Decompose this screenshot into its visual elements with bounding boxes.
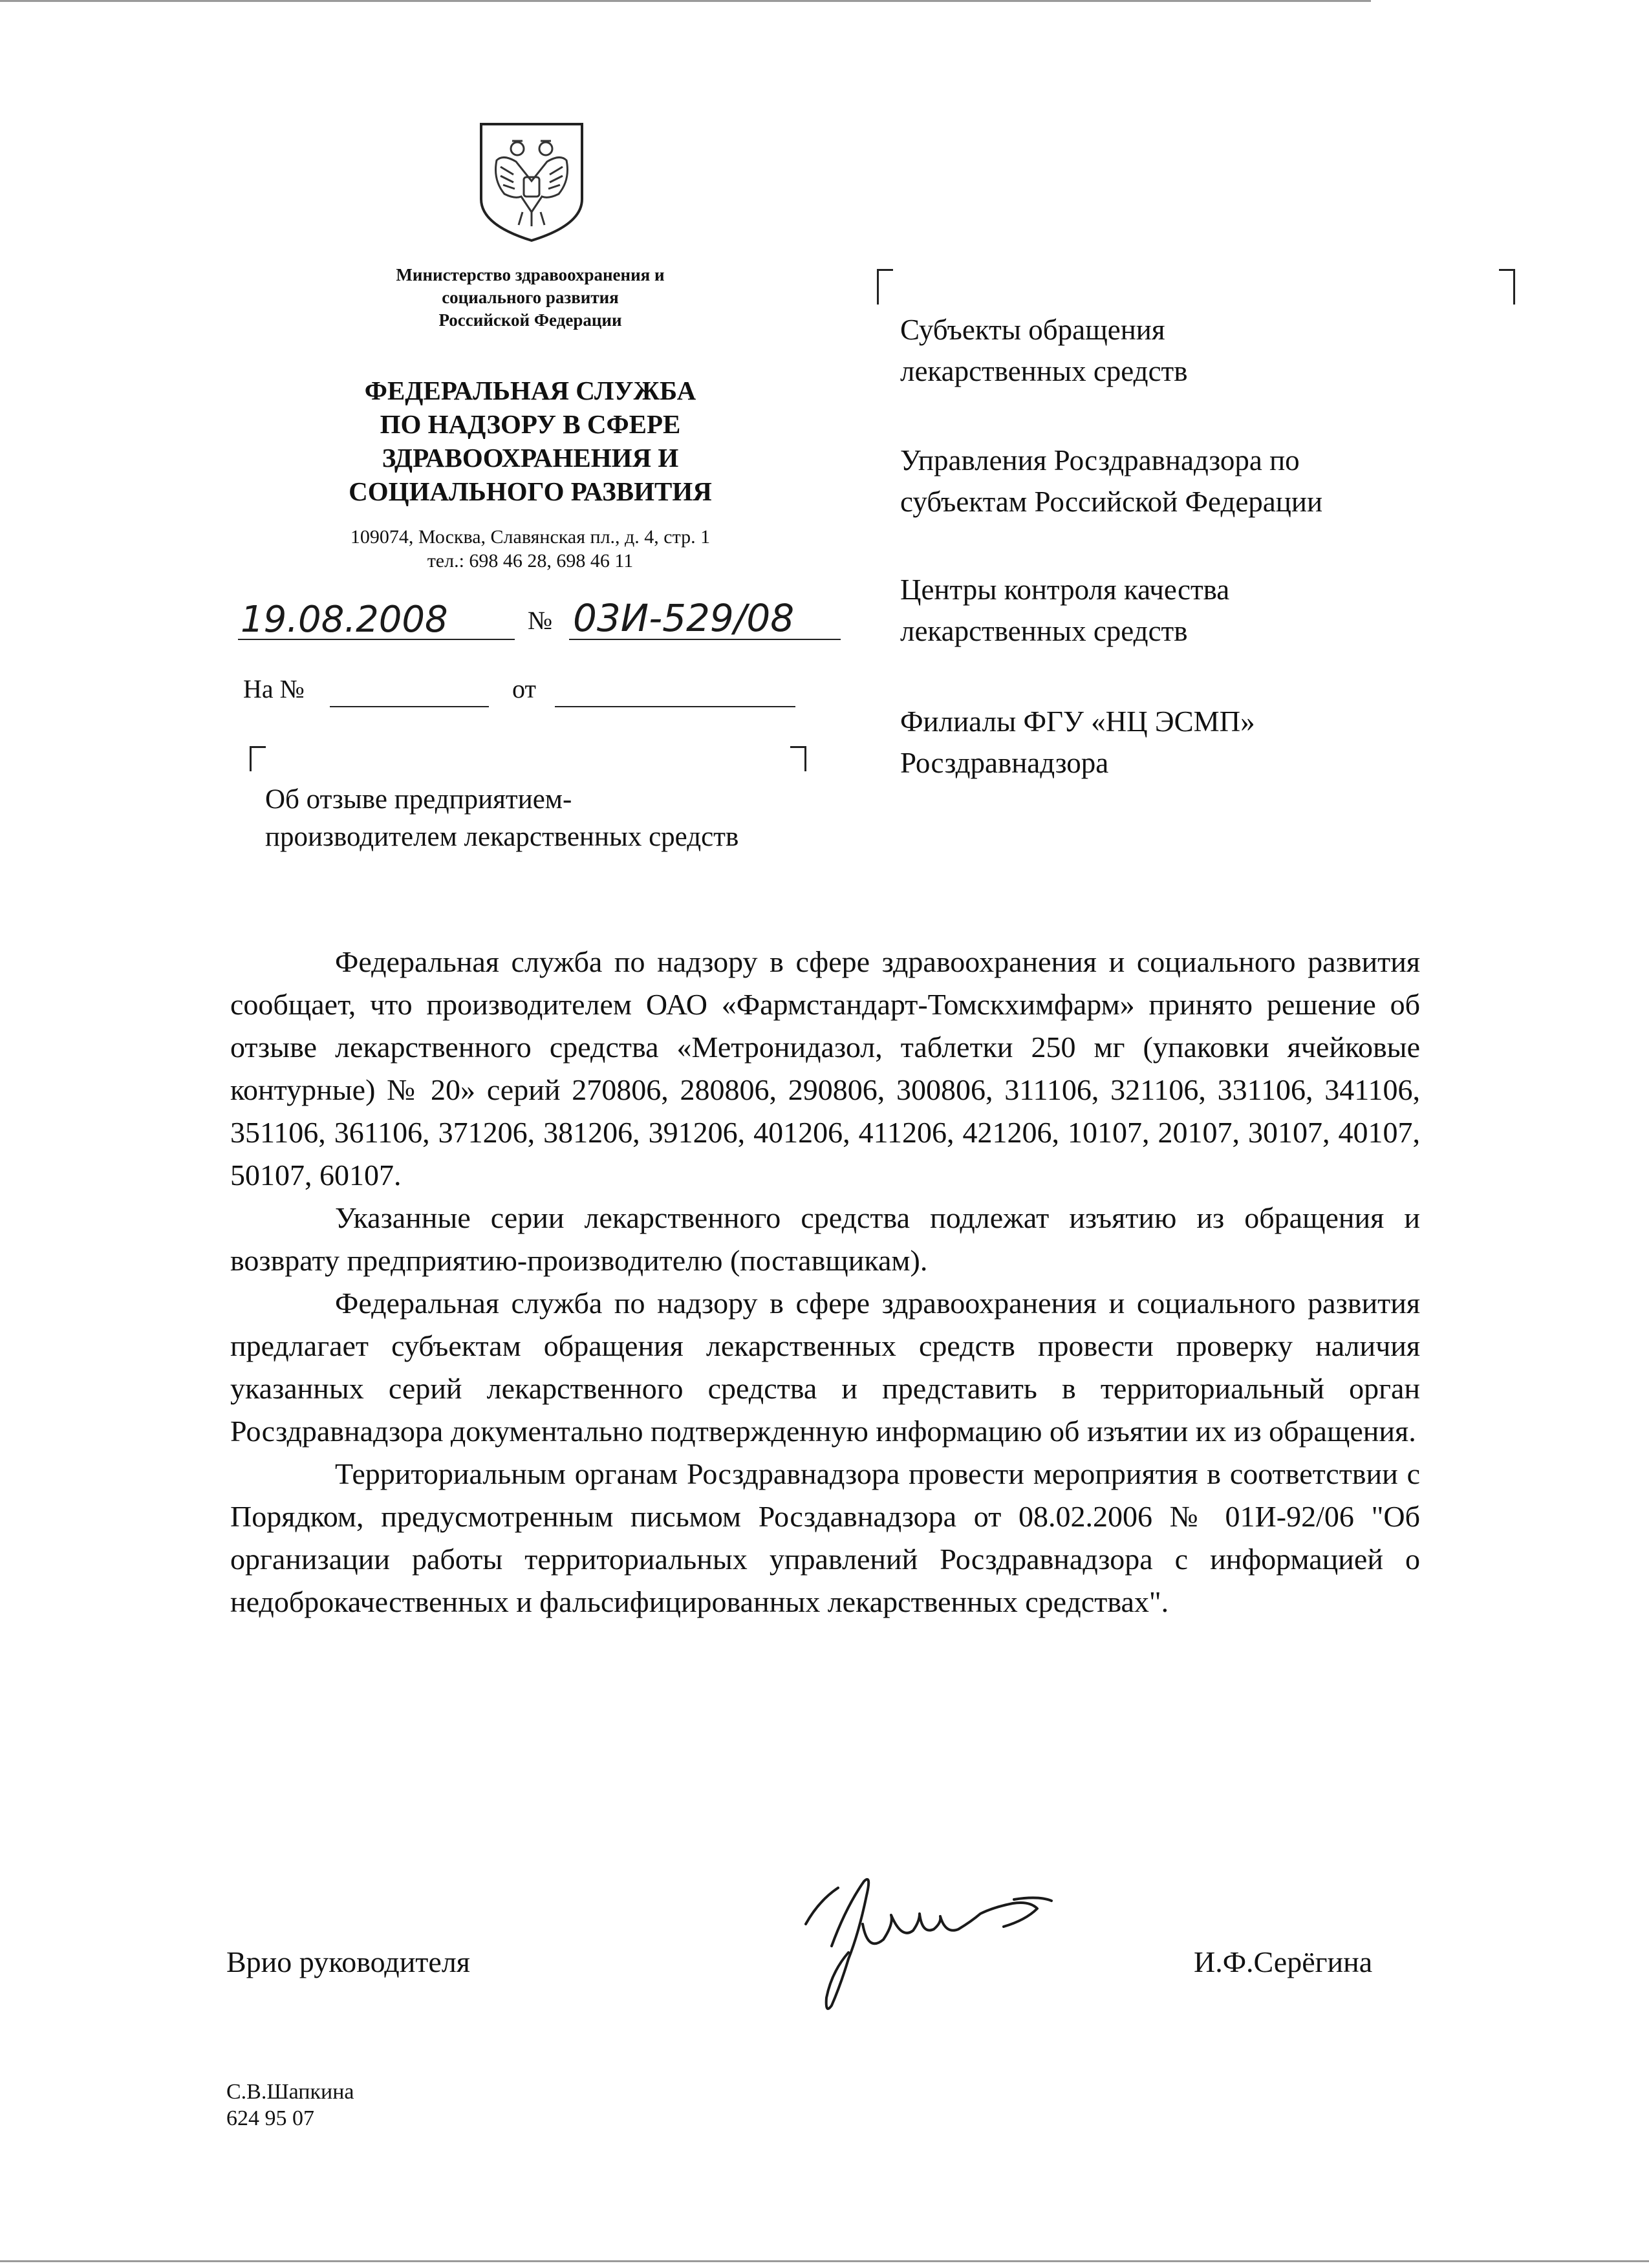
ministry-line: Российской Федерации [438,310,622,330]
recipient-line: Филиалы ФГУ «НЦ ЭСМП» [900,705,1255,738]
recipient-block [900,440,1547,522]
service-line: СОЦИАЛЬНОГО РАЗВИТИЯ [349,476,712,506]
scan-top-border [0,0,1371,2]
number-label: № [528,606,553,635]
sender-phone: тел.: 698 46 28, 698 46 11 [427,550,634,572]
letter-subject [265,781,738,856]
subject-corner-right [790,746,806,771]
document-number: 03И-529/08 [573,596,795,640]
service-line: ФЕДЕРАЛЬНАЯ СЛУЖБА [364,376,696,405]
ministry-line: социального развития [442,288,619,307]
letter-body [230,941,1420,1623]
sender-address: 109074, Москва, Славянская пл., д. 4, стр. 1 [350,526,711,548]
reply-label: На № [243,674,305,703]
reply-date-line [555,706,795,707]
executor-block [226,2079,354,2132]
coat-of-arms-icon [477,122,586,243]
scan-bottom-border [0,2260,1649,2262]
recipient-block [900,309,1547,392]
recipient-corner-right [1499,269,1515,305]
recipient-block [900,569,1547,652]
service-line: ПО НАДЗОРУ В СФЕРЕ [380,409,681,439]
recipient-block [900,701,1547,784]
body-paragraph: Федеральная служба по надзору в сфере здравоохранения и социального развития сообщает, что производителем ОАО «Фармстандарт-Томскхимфарм» принято решение об отзыве лекарственного средства «Метронидазол, таблетки 250 мг (упаковки ячейковые контурные) № 20» серий 270806, 280806, 290806, 300806, 311106, 321106, 331106, 341106, 351106, 361106, 371206, 381206, 391206, 401206, 411206, 421206, 10107, 20107, 30107, 40107, 50107, 60107. [230,945,1420,1192]
from-label: от [512,674,536,703]
body-paragraph: Территориальным органам Росздравнадзора провести мероприятия в соответствии с Порядком, предусмотренным письмом Росздавнадзора от 08.02.2006 № 01И-92/06 "Об организации работы территориальных управлений Росздравнадзора с информацией о недоброкачественных и фальсифицированных лекарственных средствах". [230,1457,1420,1618]
signatory-position: Врио руководителя [226,1945,470,1978]
reply-number-line [330,706,489,707]
subject-corner-left [250,746,266,771]
recipient-line: лекарственных средств [900,355,1188,387]
body-paragraph: Федеральная служба по надзору в сфере здравоохранения и социального развития предлагает субъектам обращения лекарственных средств провести проверку наличия указанных серий лекарственного средства и представить в территориальный орган Росздравнадзора документально подтвержденную информацию об изъятии их из обращения. [230,1287,1420,1448]
recipient-line: лекарственных средств [900,615,1188,647]
service-line: ЗДРАВООХРАНЕНИЯ И [382,443,679,473]
recipient-line: Центры контроля качества [900,573,1230,606]
subject-line: производителем лекарственных средств [265,822,739,852]
subject-line: Об отзыве предприятием- [265,784,572,815]
recipient-line: Управления Росздравнадзора по [900,444,1300,476]
executor-phone: 624 95 07 [226,2106,314,2130]
recipient-line: Росздравнадзора [900,747,1109,779]
ministry-line: Министерство здравоохранения и [396,265,665,284]
recipient-line: Субъекты обращения [900,314,1165,346]
handwritten-signature-icon [786,1862,1084,2017]
recipient-corner-left [877,269,893,305]
body-paragraph: Указанные серии лекарственного средства подлежат изъятию из обращения и возврату предприятию-производителю (поставщикам). [230,1201,1420,1277]
sender-address-block [272,525,789,573]
ministry-name [349,264,711,332]
recipient-line: субъектам Российской Федерации [900,486,1323,518]
signatory-name: И.Ф.Серёгина [1194,1945,1373,1978]
document-date: 19.08.2008 [241,599,448,641]
service-name [304,374,757,508]
executor-name: С.В.Шапкина [226,2080,354,2104]
